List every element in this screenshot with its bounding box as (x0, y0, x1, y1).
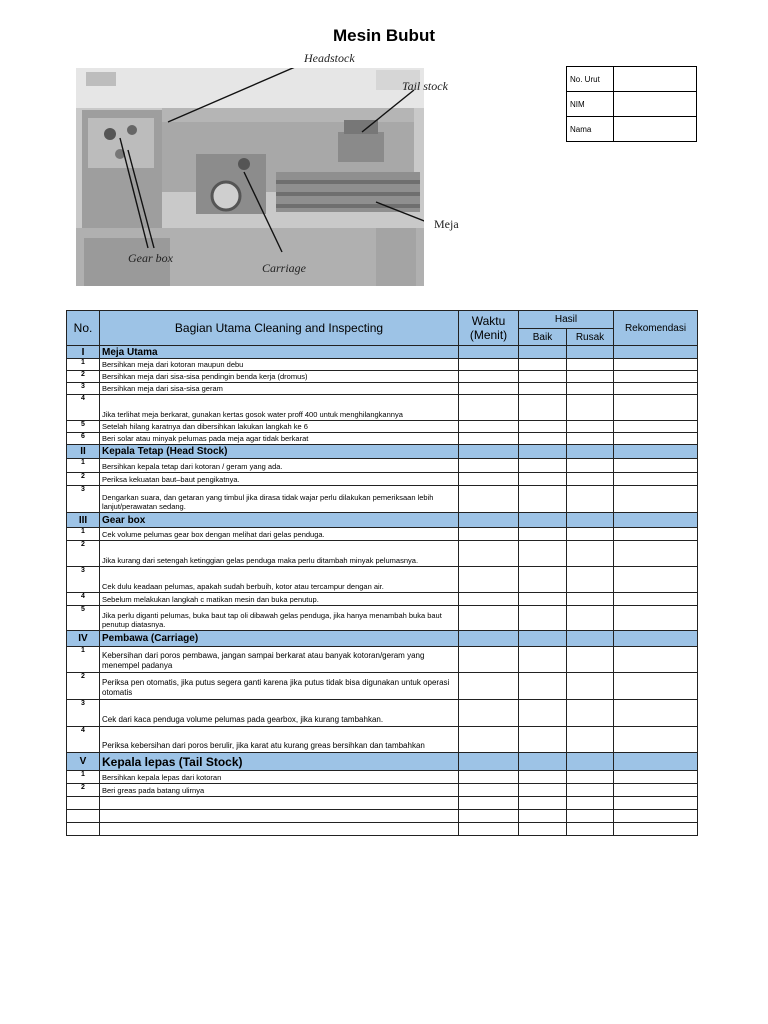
baik-cell[interactable] (519, 473, 567, 486)
table-row: 4 Periksa kebersihan dari poros berulir, jika karat atu kurang greas bersihkan dan tambahkan (67, 727, 698, 753)
table-row: 5 Setelah hilang karatnya dan dibersihkan lakukan langkah ke 6 (67, 421, 698, 433)
rekomendasi-cell[interactable] (614, 647, 698, 673)
waktu-cell[interactable] (459, 567, 519, 593)
rusak-cell[interactable] (567, 784, 614, 797)
rusak-cell[interactable] (567, 771, 614, 784)
table-row: 3 Cek dari kaca penduga volume pelumas pada gearbox, jika kurang tambahkan. (67, 700, 698, 727)
baik-cell[interactable] (519, 395, 567, 421)
rekomendasi-cell[interactable] (614, 541, 698, 567)
table-row: 4 Sebelum melakukan langkah c matikan mesin dan buka penutup. (67, 593, 698, 606)
section-number: II (67, 445, 100, 459)
header-waktu: Waktu (Menit) (459, 311, 519, 346)
header-no: No. (67, 311, 100, 346)
rekomendasi-cell[interactable] (614, 383, 698, 395)
section-row (67, 346, 698, 359)
baik-cell[interactable] (519, 433, 567, 445)
rusak-cell[interactable] (567, 541, 614, 567)
rekomendasi-cell[interactable] (614, 421, 698, 433)
table-row: 4 Jika terlihat meja berkarat, gunakan kertas gosok water proff 400 untuk menghilangkannya (67, 395, 698, 421)
waktu-cell[interactable] (459, 700, 519, 727)
rekomendasi-cell[interactable] (614, 371, 698, 383)
baik-cell[interactable] (519, 459, 567, 473)
rekomendasi-cell[interactable] (614, 606, 698, 631)
identity-row-no-urut (567, 67, 697, 92)
waktu-cell[interactable] (459, 541, 519, 567)
table-row: 2 Beri greas pada batang ulirnya (67, 784, 698, 797)
table-row: 1 Kebersihan dari poros pembawa, jangan sampai berkarat atau banyak kotoran/geram yang menempel padanya (67, 647, 698, 673)
identity-label: No. Urut (567, 67, 614, 92)
section-title: Gear box (100, 513, 459, 528)
baik-cell[interactable] (519, 567, 567, 593)
rekomendasi-cell[interactable] (614, 567, 698, 593)
section-title: Kepala lepas (Tail Stock) (100, 753, 459, 771)
waktu-cell[interactable] (459, 528, 519, 541)
rekomendasi-cell[interactable] (614, 727, 698, 753)
baik-cell[interactable] (519, 383, 567, 395)
rusak-cell[interactable] (567, 673, 614, 700)
table-row: 1 Cek volume pelumas gear box dengan melihat dari gelas penduga. (67, 528, 698, 541)
header-hasil: Hasil (519, 311, 614, 329)
lathe-photo (76, 68, 424, 286)
rusak-cell[interactable] (567, 606, 614, 631)
waktu-cell[interactable] (459, 486, 519, 513)
section-row (67, 445, 698, 459)
checklist-table (66, 310, 698, 836)
rusak-cell[interactable] (567, 395, 614, 421)
empty-row (67, 823, 698, 836)
identity-label: Nama (567, 117, 614, 142)
rusak-cell[interactable] (567, 727, 614, 753)
section-title: Kepala Tetap (Head Stock) (100, 445, 459, 459)
waktu-cell[interactable] (459, 433, 519, 445)
rusak-cell[interactable] (567, 700, 614, 727)
baik-cell[interactable] (519, 359, 567, 371)
waktu-cell[interactable] (459, 673, 519, 700)
baik-cell[interactable] (519, 528, 567, 541)
waktu-cell[interactable] (459, 593, 519, 606)
waktu-cell[interactable] (459, 647, 519, 673)
rusak-cell[interactable] (567, 528, 614, 541)
rekomendasi-cell[interactable] (614, 784, 698, 797)
section-number: III (67, 513, 100, 528)
empty-row (67, 810, 698, 823)
table-row: 3 Bersihkan meja dari sisa-sisa geram (67, 383, 698, 395)
waktu-cell[interactable] (459, 371, 519, 383)
table-row: 3 Cek dulu keadaan pelumas, apakah sudah berbuih, kotor atau tercampur dengan air. (67, 567, 698, 593)
baik-cell[interactable] (519, 541, 567, 567)
rekomendasi-cell[interactable] (614, 359, 698, 371)
baik-cell[interactable] (519, 647, 567, 673)
rekomendasi-cell[interactable] (614, 700, 698, 727)
waktu-cell[interactable] (459, 359, 519, 371)
no-urut-field[interactable] (614, 67, 697, 92)
section-title: Pembawa (Carriage) (100, 631, 459, 647)
waktu-cell[interactable] (459, 784, 519, 797)
waktu-cell[interactable] (459, 459, 519, 473)
rekomendasi-cell[interactable] (614, 473, 698, 486)
callout-headstock: Headstock (304, 51, 355, 65)
table-row: 1 Bersihkan kepala lepas dari kotoran (67, 771, 698, 784)
table-row: 3 Dengarkan suara, dan getaran yang timbul jika dirasa tidak wajar perlu dilakukan pemeriksaan lebih lanjut/perawatan sedang. (67, 486, 698, 513)
waktu-cell[interactable] (459, 395, 519, 421)
rekomendasi-cell[interactable] (614, 593, 698, 606)
callout-tailstock: Tail stock (402, 79, 448, 93)
header-baik: Baik (519, 329, 567, 346)
baik-cell[interactable] (519, 371, 567, 383)
rekomendasi-cell[interactable] (614, 528, 698, 541)
baik-cell[interactable] (519, 606, 567, 631)
baik-cell[interactable] (519, 771, 567, 784)
header-bagian: Bagian Utama Cleaning and Inspecting (100, 311, 459, 346)
waktu-cell[interactable] (459, 606, 519, 631)
section-row (67, 753, 698, 771)
identity-label: NIM (567, 92, 614, 117)
callout-meja: Meja (434, 217, 459, 231)
baik-cell[interactable] (519, 673, 567, 700)
section-row (67, 631, 698, 647)
rusak-cell[interactable] (567, 593, 614, 606)
rekomendasi-cell[interactable] (614, 771, 698, 784)
rekomendasi-cell[interactable] (614, 433, 698, 445)
baik-cell[interactable] (519, 486, 567, 513)
header-rusak: Rusak (567, 329, 614, 346)
table-row: 2 Bersihkan meja dari sisa-sisa pendingin benda kerja (dromus) (67, 371, 698, 383)
table-row: 6 Beri solar atau minyak pelumas pada meja agar tidak berkarat (67, 433, 698, 445)
identity-row-nama (567, 117, 697, 142)
identity-table (566, 66, 697, 142)
baik-cell[interactable] (519, 784, 567, 797)
waktu-cell[interactable] (459, 421, 519, 433)
section-number: I (67, 346, 100, 359)
section-title: Meja Utama (100, 346, 459, 359)
rusak-cell[interactable] (567, 647, 614, 673)
rusak-cell[interactable] (567, 567, 614, 593)
baik-cell[interactable] (519, 727, 567, 753)
rekomendasi-cell[interactable] (614, 486, 698, 513)
section-number: IV (67, 631, 100, 647)
waktu-cell[interactable] (459, 727, 519, 753)
rusak-cell[interactable] (567, 421, 614, 433)
rekomendasi-cell[interactable] (614, 395, 698, 421)
section-row (67, 513, 698, 528)
rusak-cell[interactable] (567, 433, 614, 445)
waktu-cell[interactable] (459, 473, 519, 486)
nim-field[interactable] (614, 92, 697, 117)
rusak-cell[interactable] (567, 383, 614, 395)
rekomendasi-cell[interactable] (614, 673, 698, 700)
table-row: 1 Bersihkan meja dari kotoran maupun debu (67, 359, 698, 371)
header-rekomendasi: Rekomendasi (614, 311, 698, 346)
rusak-cell[interactable] (567, 371, 614, 383)
table-row: 5 Jika perlu diganti pelumas, buka baut tap oli dibawah gelas penduga, jika hanya menambah buka baut penutup diatasnya. (67, 606, 698, 631)
rekomendasi-cell[interactable] (614, 459, 698, 473)
table-row: 2 Periksa kekuatan baut–baut pengikatnya. (67, 473, 698, 486)
nama-field[interactable] (614, 117, 697, 142)
identity-row-nim (567, 92, 697, 117)
waktu-cell[interactable] (459, 383, 519, 395)
rusak-cell[interactable] (567, 459, 614, 473)
baik-cell[interactable] (519, 593, 567, 606)
rusak-cell[interactable] (567, 359, 614, 371)
page-title: Mesin Bubut (333, 26, 435, 45)
section-number: V (67, 753, 100, 771)
callout-gearbox: Gear box (128, 251, 173, 265)
table-row: 1 Bersihkan kepala tetap dari kotoran / geram yang ada. (67, 459, 698, 473)
table-row: 2 Periksa pen otomatis, jika putus segera ganti karena jika putus tidak bisa digunakan untuk operasi otomatis (67, 673, 698, 700)
empty-row (67, 797, 698, 810)
baik-cell[interactable] (519, 700, 567, 727)
baik-cell[interactable] (519, 421, 567, 433)
callout-carriage: Carriage (262, 261, 307, 275)
rusak-cell[interactable] (567, 486, 614, 513)
waktu-cell[interactable] (459, 771, 519, 784)
table-row: 2 Jika kurang dari setengah ketinggian gelas penduga maka perlu ditambah minyak pelumasnya. (67, 541, 698, 567)
rusak-cell[interactable] (567, 473, 614, 486)
